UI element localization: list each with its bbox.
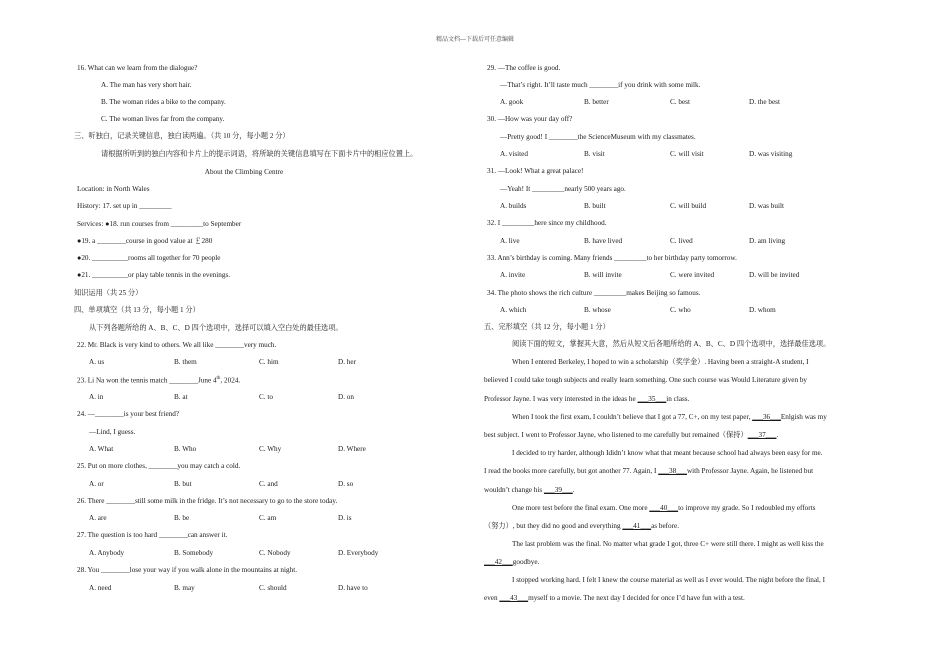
q26-option-b: B. be (174, 514, 190, 522)
section3-title: 三、听独白，记录关键信息，独白读两遍。（共 10 分，每小题 2 分） (74, 132, 290, 140)
passage-line: believed I could take tough subjects and really learn something. One such course was Would Literature given by (484, 376, 808, 384)
q31-stem: 31. —Look! What a great palace! (487, 167, 584, 175)
q25-stem: 25. Put on more clothes, ________you may catch a cold. (77, 462, 241, 470)
q31-option-b: B. built (584, 202, 606, 210)
q26-option-d: D. is (338, 514, 352, 522)
passage-line: The last problem was the final. No matter what grade I got, three C+ were still there. I might as well kiss the (512, 540, 824, 548)
q25-option-d: D. so (338, 480, 354, 488)
q29-option-b: B. better (584, 98, 609, 106)
q29-option-a: A. gook (500, 98, 524, 106)
passage-line: Professor Jayne. I was very interested in the ideas he ___35___in class. (484, 395, 690, 403)
blank-36: ___36___ (752, 413, 781, 421)
q34-stem: 34. The photo shows the rich culture _________makes Beijing so famous. (487, 289, 701, 297)
q22-stem: 22. Mr. Black is very kind to others. We all like ________very much. (77, 341, 277, 349)
passage-line: When I entered Berkeley, I hoped to win a scholarship（奖学金）. Having been a straight-A student, I (512, 358, 809, 366)
q30-option-c: C. will visit (670, 150, 704, 158)
q30-stem: 30. —How was your day off? (487, 115, 573, 123)
q22-option-a: A. us (89, 358, 105, 366)
q28-option-b: B. may (174, 584, 195, 592)
q24-reply: —Lind, I guess. (89, 428, 136, 436)
q16-option-c: C. The woman lives far from the company. (101, 115, 225, 123)
card-item-19: ●19. a ________course in good value at ￡280 (77, 237, 213, 245)
q32-option-d: D. am living (749, 237, 786, 245)
card-title: About the Climbing Centre (204, 168, 284, 176)
q23-option-a: A. in (89, 393, 104, 401)
q28-option-d: D. have to (338, 584, 368, 592)
q33-option-c: C. were invited (670, 271, 715, 279)
q28-option-c: C. should (259, 584, 287, 592)
q33-option-d: D. will be invited (749, 271, 800, 279)
q34-option-d: D. whom (749, 306, 776, 314)
q27-option-c: C. Nobody (259, 549, 291, 557)
q32-stem: 32. I _________here since my childhood. (487, 219, 607, 227)
section5-title: 五、完形填空（共 12 分，每小题 1 分） (484, 323, 610, 331)
page-header: 精品文档---下载后可任意编辑 (436, 37, 514, 43)
blank-41: ___41___ (622, 522, 652, 530)
q27-stem: 27. The question is too hard ________can answer it. (77, 531, 228, 539)
q22-option-d: D. her (338, 358, 356, 366)
q29-stem: 29. —The coffee is good. (487, 64, 561, 72)
q34-option-c: C. who (670, 306, 691, 314)
q26-option-a: A. are (89, 514, 107, 522)
blank-43: ___43___ (499, 594, 529, 602)
q31-option-a: A. builds (500, 202, 527, 210)
q29-reply: —That’s right. It’ll taste much ________if you drink with some milk. (500, 81, 701, 89)
q16-stem: 16. What can we learn from the dialogue? (77, 64, 198, 72)
blank-38: ___38___ (658, 467, 687, 475)
q32-option-c: C. lived (670, 237, 693, 245)
q33-option-b: B. will invite (584, 271, 622, 279)
q30-option-a: A. visited (500, 150, 528, 158)
passage-line: wouldn’t change his ___39___. (484, 486, 575, 494)
q32-option-a: A. live (500, 237, 520, 245)
q24-option-b: B. Who (174, 445, 197, 453)
q23-option-b: B. at (174, 393, 188, 401)
q30-reply: —Pretty good! I ________the ScienceMuseum with my classmates. (500, 133, 696, 141)
passage-line: I decided to try harder, although Ididn’t know what that meant because school had always been easy for me. (512, 449, 823, 457)
q23-stem: 23. Li Na won the tennis match ________June 4th, 2024. (77, 376, 241, 385)
blank-39: ___39___ (543, 486, 573, 494)
q27-option-b: B. Somebody (174, 549, 214, 557)
section4-instructions: 从下列各题所给的 A、B、C、D 四个选项中，选择可以填入空白处的最佳选项。 (89, 324, 343, 332)
q33-stem: 33. Ann’s birthday is coming. Many friends _________to her birthday party tomorrow. (487, 254, 737, 262)
passage-line: One more test before the final exam. One more ___40___to improve my grade. So I redoubled my efforts (512, 504, 816, 512)
blank-40: ___40___ (649, 504, 679, 512)
q22-option-c: C. him (259, 358, 279, 366)
passage-line: I read the books more carefully, but got another 77. Again, I ___38___with Professor Jayne. Again, he listened but (484, 467, 814, 475)
card-location: Location: in North Wales (77, 185, 150, 193)
q16-option-b: B. The woman rides a bike to the company. (101, 98, 226, 106)
q29-option-d: D. the best (749, 98, 780, 106)
q31-option-c: C. will build (670, 202, 707, 210)
q28-option-a: A. need (89, 584, 112, 592)
q30-option-d: D. was visiting (749, 150, 793, 158)
q24-stem: 24. —________is your best friend? (77, 410, 180, 418)
q23-option-c: C. to (259, 393, 273, 401)
blank-42: ___42___ (484, 558, 513, 566)
section4-title: 四、单项填空（共 13 分，每小题 1 分） (74, 306, 200, 314)
card-item-20: ●20. __________rooms all together for 70 people (77, 254, 221, 262)
q33-option-a: A. invite (500, 271, 526, 279)
q24-option-a: A. What (89, 445, 114, 453)
q24-option-c: C. Why (259, 445, 282, 453)
q27-option-d: D. Everybody (338, 549, 379, 557)
q32-option-b: B. have lived (584, 237, 623, 245)
section3-instructions: 请根据所听到的独白内容和卡片上的提示词语，将所缺的关键信息填写在下面卡片中的相应位置上。 (101, 150, 418, 158)
q26-option-c: C. am (259, 514, 277, 522)
passage-line: When I took the first exam, I couldn’t believe that I got a 77, C+, on my test paper, ___36___Enlgish was my (512, 413, 827, 421)
card-item-21: ●21. __________or play table tennis in the evenings. (77, 271, 231, 279)
passage-line: I stopped working hard. I felt I knew the course material as well as I ever would. The night before the final, I (512, 576, 826, 584)
q25-option-c: C. and (259, 480, 278, 488)
passage-line: （努力）, but they did no good and everything ___41___as before. (484, 522, 680, 530)
q24-option-d: D. Where (338, 445, 366, 453)
q30-option-b: B. visit (584, 150, 605, 158)
card-services: Services: ●18. run courses from _________to September (77, 220, 242, 228)
knowledge-title: 知识运用（共 25 分） (74, 289, 143, 297)
section5-instructions: 阅读下面的短文，掌握其大意，然后从短文后各题所给的 A、B、C、D 四个选项中，选择最佳选项。 (512, 340, 831, 348)
q16-option-a: A. The man has very short hair. (101, 81, 192, 89)
q27-option-a: A. Anybody (89, 549, 125, 557)
q25-option-a: A. or (89, 480, 104, 488)
blank-37: ___37___ (747, 431, 777, 439)
blank-35: ___35___ (637, 395, 667, 403)
q26-stem: 26. There ________still some milk in the fridge. It’s not necessary to go to the store today. (77, 497, 338, 505)
passage-line: best subject. I went to Professor Jayne, who listened to me carefully but remained（保持）___37___. (484, 431, 779, 439)
passage-line: ___42___goodbye. (484, 558, 540, 566)
q25-option-b: B. but (174, 480, 192, 488)
passage-line: even ___43___myself to a movie. The next day I decided for once I’d have fun with a test. (484, 594, 745, 602)
q23-option-d: D. on (338, 393, 354, 401)
q31-option-d: D. was built (749, 202, 784, 210)
q29-option-c: C. best (670, 98, 690, 106)
q34-option-a: A. which (500, 306, 527, 314)
q34-option-b: B. whose (584, 306, 611, 314)
q31-reply: —Yeah! It _________nearly 500 years ago. (500, 185, 626, 193)
q28-stem: 28. You ________lose your way if you walk alone in the mountains at night. (77, 566, 297, 574)
card-history: History: 17. set up in _________ (77, 202, 172, 210)
q22-option-b: B. them (174, 358, 197, 366)
